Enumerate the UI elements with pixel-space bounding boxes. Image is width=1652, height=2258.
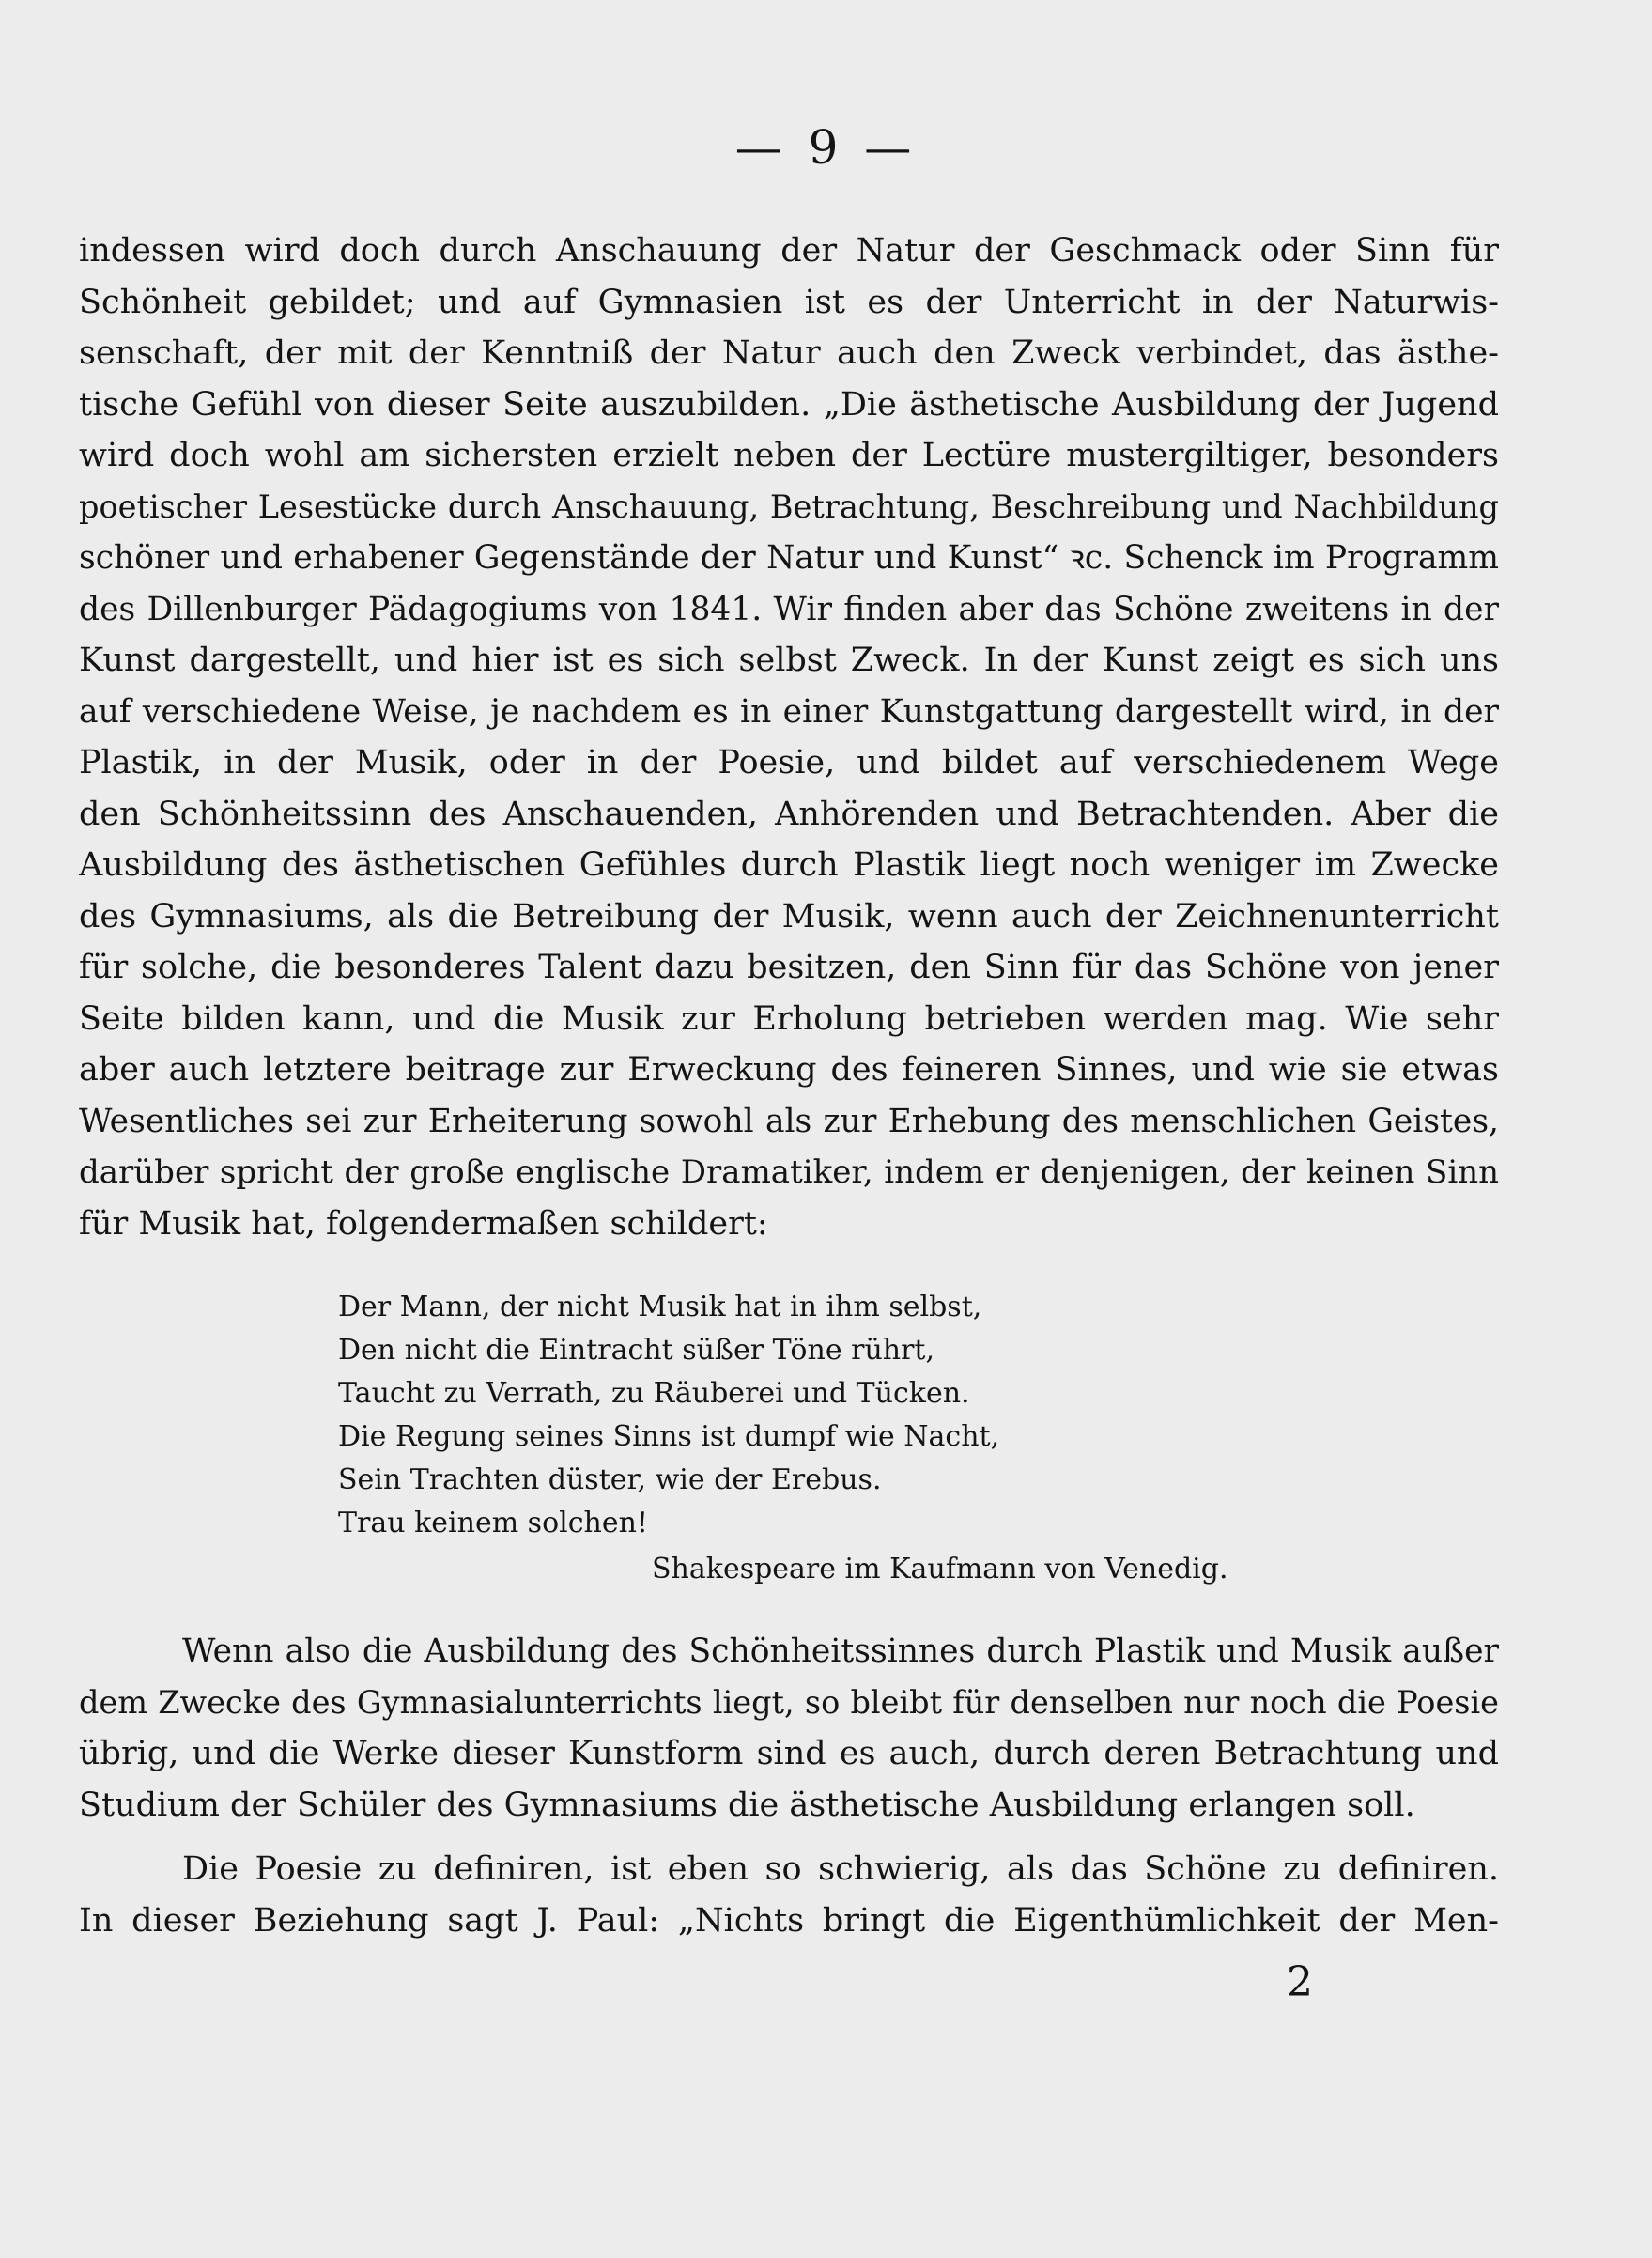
quote-attribution: Shakespeare im Kaufmann von Venedig. [652,1553,1228,1585]
text-line: darüber spricht der große englische Dramatiker, indem er denjenigen, der keinen Sinn [79,1153,1499,1191]
text-line: Schönheit gebildet; und auf Gymnasien ist es der Unterricht in der Naturwis- [79,283,1499,321]
text-line: für Musik hat, folgendermaßen schildert: [79,1204,768,1243]
text-line: dem Zwecke des Gymnasialunterrichts liegt, so bleibt für denselben nur noch die Poesie [79,1683,1499,1721]
text-line: Studium der Schüler des Gymnasiums die ästhetische Ausbildung erlangen soll. [79,1786,1415,1824]
text-line: Wesentliches sei zur Erheiterung sowohl als zur Erhebung des menschlichen Geistes, [79,1102,1499,1140]
text-line: Plastik, in der Musik, oder in der Poesie, und bildet auf verschiedenem Wege [79,744,1499,781]
verse-line: Die Regung seines Sinns ist dumpf wie Nacht, [338,1420,1000,1453]
verse-line: Sein Trachten düster, wie der Erebus. [338,1463,882,1496]
paragraph-poetry-purpose [79,1626,1499,1831]
text-line: aber auch letztere beitrage zur Erweckung des feineren Sinnes, und wie sie etwas [79,1051,1499,1089]
shakespeare-quote [338,1286,1371,1545]
page-number: — 9 — [734,120,918,175]
text-line: tische Gefühl von dieser Seite auszubilden. „Die ästhetische Ausbildung der Jugend [79,385,1499,424]
text-line: Seite bilden kann, und die Musik zur Erholung betrieben werden mag. Wie sehr [79,999,1499,1038]
text-line: übrig, und die Werke dieser Kunstform sind es auch, durch deren Betrachtung und [79,1735,1499,1772]
text-line: schöner und erhabener Gegenstände der Natur und Kunst“ ꝛc. Schenck im Programm [79,539,1499,577]
paragraph-poetry-definition [79,1844,1499,1946]
text-line: für solche, die besonderes Talent dazu besitzen, den Sinn für das Schöne von jener [79,949,1499,986]
verse-line: Taucht zu Verrath, zu Räuberei und Tücken. [338,1377,970,1410]
text-line: den Schönheitssinn des Anschauenden, Anhörenden und Betrachtenden. Aber die [79,795,1499,833]
signature-mark: 2 [1287,1958,1313,2006]
text-line: Wenn also die Ausbildung des Schönheitssinnes durch Plastik und Musik außer [182,1632,1499,1670]
text-line: poetischer Lesestücke durch Anschauung, Betrachtung, Beschreibung und Nachbildung [79,487,1499,525]
text-line: des Dillenburger Pädagogiums von 1841. Wir finden aber das Schöne zweitens in der [79,590,1499,628]
text-line: In dieser Beziehung sagt J. Paul: „Nichts bringt die Eigenthümlichkeit der Men- [79,1901,1499,1940]
text-line: Kunst dargestellt, und hier ist es sich selbst Zweck. In der Kunst zeigt es sich uns [79,642,1499,679]
text-line: des Gymnasiums, als die Betreibung der Musik, wenn auch der Zeichnenunterricht [79,897,1499,936]
text-line: wird doch wohl am sichersten erzielt neben der Lectüre mustergiltiger, besonders [79,437,1499,474]
text-line: indessen wird doch durch Anschauung der Natur der Geschmack oder Sinn für [79,232,1499,270]
paragraph-aesthetic-education [79,225,1499,1249]
verse-line: Trau keinem solchen! [338,1507,648,1539]
text-line: Die Poesie zu definiren, ist eben so schwierig, als das Schöne zu definiren. [182,1850,1499,1888]
verse-line: Der Mann, der nicht Musik hat in ihm selbst, [338,1291,982,1323]
verse-line: Den nicht die Eintracht süßer Töne rührt, [338,1334,935,1367]
text-line: Ausbildung des ästhetischen Gefühles durch Plastik liegt noch weniger im Zwecke [79,846,1499,884]
text-line: auf verschiedene Weise, je nachdem es in einer Kunstgattung dargestellt wird, in der [79,692,1499,731]
text-line: senschaft, der mit der Kenntniß der Natur auch den Zweck verbindet, das ästhe- [79,334,1499,372]
